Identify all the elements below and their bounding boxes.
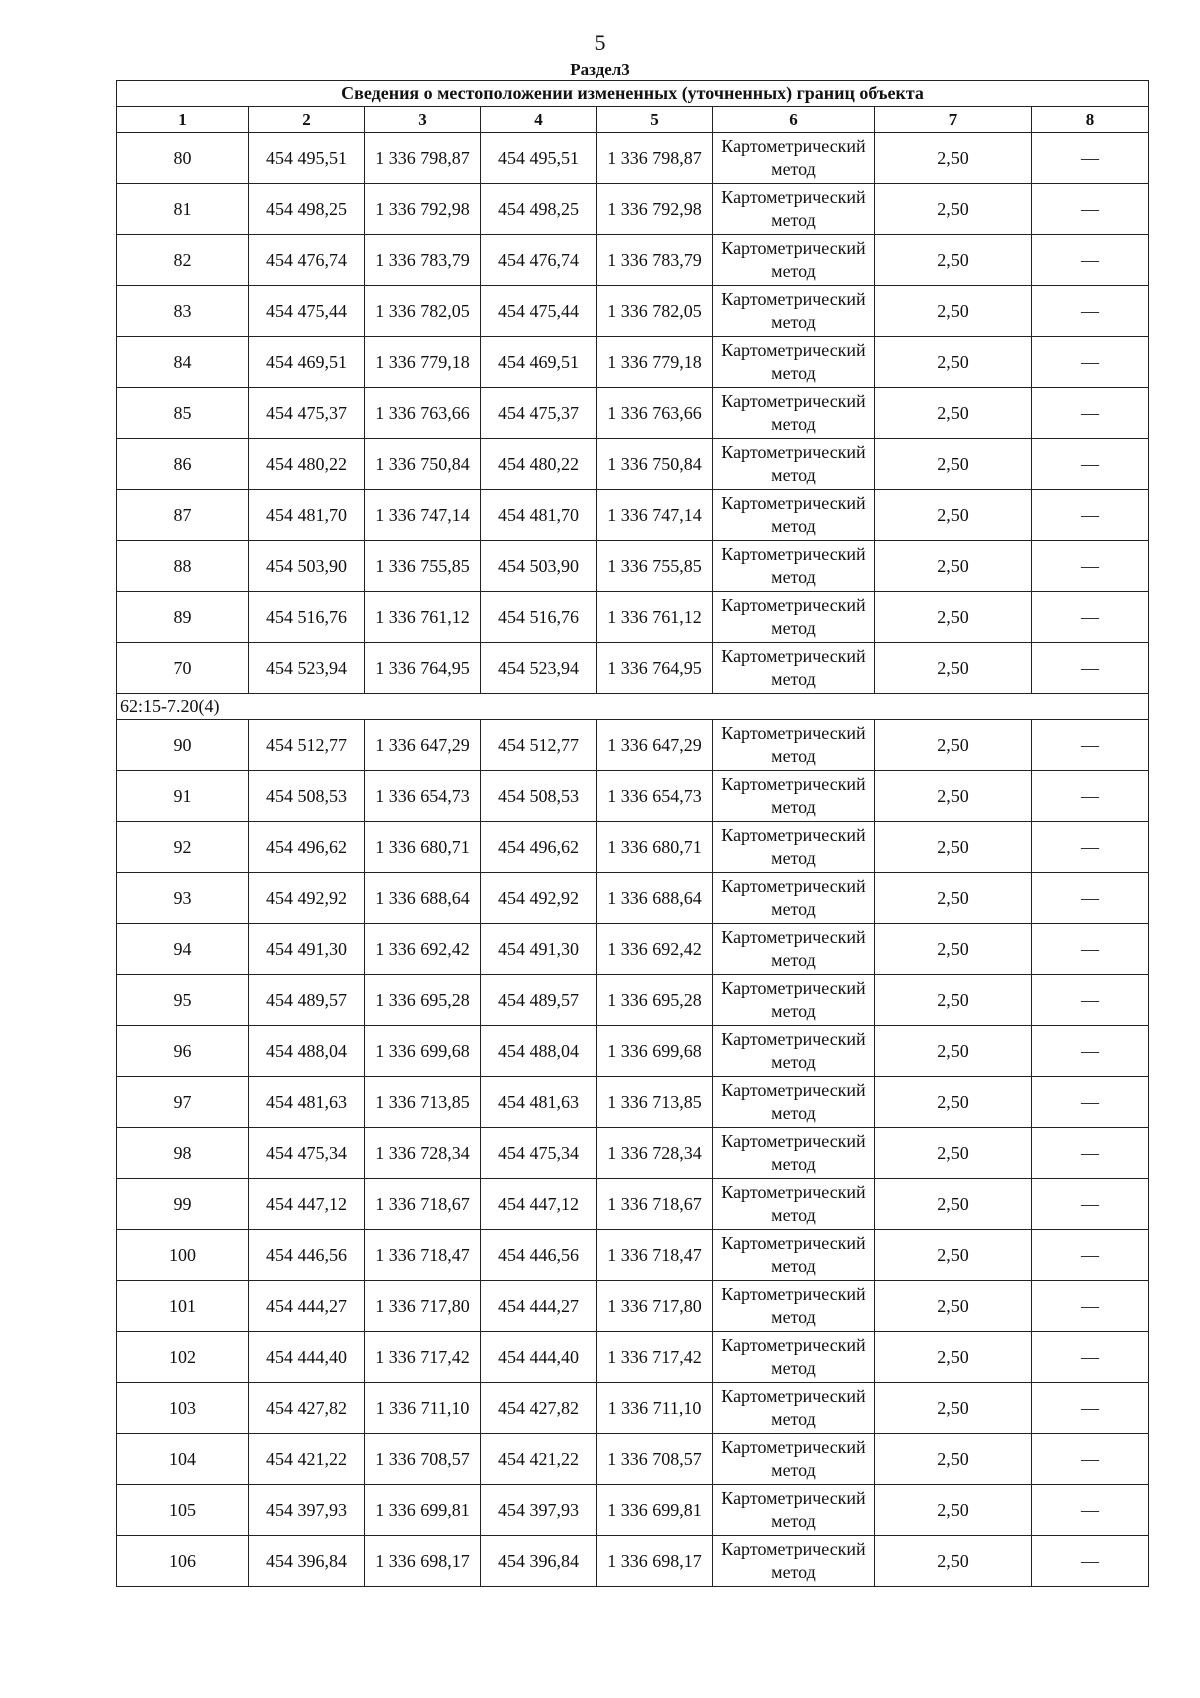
x-refined-cell: 454 421,22: [481, 1434, 597, 1485]
table-row: [117, 592, 1149, 643]
x-existing-cell: 454 475,37: [249, 388, 365, 439]
point-number-cell: 89: [117, 592, 249, 643]
y-existing-cell: 1 336 708,57: [365, 1434, 481, 1485]
point-number-cell: 92: [117, 822, 249, 873]
method-cell: [713, 924, 875, 975]
method-text: Картометрический метод: [721, 825, 866, 868]
description-cell: —: [1032, 1332, 1149, 1383]
method-text: Картометрический метод: [721, 1539, 866, 1582]
accuracy-cell: 2,50: [875, 1434, 1032, 1485]
x-refined-cell: 454 475,37: [481, 388, 597, 439]
point-number-cell: 70: [117, 643, 249, 694]
method-text: Картометрический метод: [721, 340, 866, 383]
table-row: [117, 184, 1149, 235]
point-number-cell: 82: [117, 235, 249, 286]
accuracy-cell: 2,50: [875, 1179, 1032, 1230]
y-refined-cell: 1 336 688,64: [597, 873, 713, 924]
accuracy-cell: 2,50: [875, 490, 1032, 541]
method-text: Картометрический метод: [721, 238, 866, 281]
method-cell: [713, 1383, 875, 1434]
x-refined-cell: 454 481,70: [481, 490, 597, 541]
description-cell: —: [1032, 1434, 1149, 1485]
method-text: Картометрический метод: [721, 1131, 866, 1174]
table-row: [117, 439, 1149, 490]
y-existing-cell: 1 336 713,85: [365, 1077, 481, 1128]
x-existing-cell: 454 469,51: [249, 337, 365, 388]
point-number-cell: 84: [117, 337, 249, 388]
method-cell: [713, 1536, 875, 1587]
y-refined-cell: 1 336 708,57: [597, 1434, 713, 1485]
y-refined-cell: 1 336 699,81: [597, 1485, 713, 1536]
accuracy-cell: 2,50: [875, 975, 1032, 1026]
x-refined-cell: 454 495,51: [481, 133, 597, 184]
method-cell: [713, 337, 875, 388]
method-text: Картометрический метод: [721, 289, 866, 332]
accuracy-cell: 2,50: [875, 1026, 1032, 1077]
x-existing-cell: 454 421,22: [249, 1434, 365, 1485]
point-number-cell: 98: [117, 1128, 249, 1179]
point-number-cell: 83: [117, 286, 249, 337]
column-header: 3: [365, 107, 481, 133]
point-number-cell: 90: [117, 720, 249, 771]
method-text: Картометрический метод: [721, 1284, 866, 1327]
table-row: [117, 490, 1149, 541]
y-refined-cell: 1 336 699,68: [597, 1026, 713, 1077]
y-refined-cell: 1 336 782,05: [597, 286, 713, 337]
x-refined-cell: 454 498,25: [481, 184, 597, 235]
method-text: Картометрический метод: [721, 595, 866, 638]
x-refined-cell: 454 491,30: [481, 924, 597, 975]
y-refined-cell: 1 336 713,85: [597, 1077, 713, 1128]
x-refined-cell: 454 444,27: [481, 1281, 597, 1332]
description-cell: —: [1032, 1230, 1149, 1281]
x-existing-cell: 454 476,74: [249, 235, 365, 286]
method-cell: [713, 133, 875, 184]
method-text: Картометрический метод: [721, 646, 866, 689]
table-row: [117, 1077, 1149, 1128]
point-number-cell: 86: [117, 439, 249, 490]
y-refined-cell: 1 336 717,80: [597, 1281, 713, 1332]
accuracy-cell: 2,50: [875, 1230, 1032, 1281]
point-number-cell: 95: [117, 975, 249, 1026]
description-cell: —: [1032, 1485, 1149, 1536]
description-cell: —: [1032, 184, 1149, 235]
column-header: 8: [1032, 107, 1149, 133]
y-existing-cell: 1 336 688,64: [365, 873, 481, 924]
method-cell: [713, 1026, 875, 1077]
y-refined-cell: 1 336 647,29: [597, 720, 713, 771]
method-cell: [713, 975, 875, 1026]
x-refined-cell: 454 469,51: [481, 337, 597, 388]
y-refined-cell: 1 336 798,87: [597, 133, 713, 184]
method-cell: [713, 643, 875, 694]
accuracy-cell: 2,50: [875, 133, 1032, 184]
y-refined-cell: 1 336 718,67: [597, 1179, 713, 1230]
y-refined-cell: 1 336 764,95: [597, 643, 713, 694]
accuracy-cell: 2,50: [875, 1332, 1032, 1383]
method-cell: [713, 286, 875, 337]
table-row: [117, 286, 1149, 337]
y-refined-cell: 1 336 779,18: [597, 337, 713, 388]
method-cell: [713, 822, 875, 873]
parcel-group-label: 62:15-7.20(4): [117, 694, 1149, 720]
y-refined-cell: 1 336 711,10: [597, 1383, 713, 1434]
accuracy-cell: 2,50: [875, 592, 1032, 643]
description-cell: —: [1032, 643, 1149, 694]
coordinates-table: [116, 80, 1149, 1587]
y-existing-cell: 1 336 761,12: [365, 592, 481, 643]
point-number-cell: 85: [117, 388, 249, 439]
description-cell: —: [1032, 873, 1149, 924]
y-refined-cell: 1 336 747,14: [597, 490, 713, 541]
point-number-cell: 96: [117, 1026, 249, 1077]
point-number-cell: 105: [117, 1485, 249, 1536]
accuracy-cell: 2,50: [875, 1485, 1032, 1536]
description-cell: —: [1032, 1536, 1149, 1587]
y-existing-cell: 1 336 717,42: [365, 1332, 481, 1383]
method-text: Картометрический метод: [721, 723, 866, 766]
point-number-cell: 101: [117, 1281, 249, 1332]
x-existing-cell: 454 475,44: [249, 286, 365, 337]
point-number-cell: 81: [117, 184, 249, 235]
method-cell: [713, 592, 875, 643]
x-existing-cell: 454 512,77: [249, 720, 365, 771]
x-existing-cell: 454 488,04: [249, 1026, 365, 1077]
accuracy-cell: 2,50: [875, 720, 1032, 771]
y-refined-cell: 1 336 761,12: [597, 592, 713, 643]
accuracy-cell: 2,50: [875, 1536, 1032, 1587]
method-text: Картометрический метод: [721, 1182, 866, 1225]
y-existing-cell: 1 336 728,34: [365, 1128, 481, 1179]
accuracy-cell: 2,50: [875, 1281, 1032, 1332]
section-title: Раздел3: [570, 60, 630, 79]
method-text: Картометрический метод: [721, 1335, 866, 1378]
description-cell: —: [1032, 541, 1149, 592]
point-number-cell: 100: [117, 1230, 249, 1281]
y-refined-cell: 1 336 792,98: [597, 184, 713, 235]
method-cell: [713, 184, 875, 235]
x-existing-cell: 454 444,27: [249, 1281, 365, 1332]
column-header: 2: [249, 107, 365, 133]
description-cell: —: [1032, 1179, 1149, 1230]
accuracy-cell: 2,50: [875, 184, 1032, 235]
table-row: [117, 822, 1149, 873]
y-refined-cell: 1 336 783,79: [597, 235, 713, 286]
table-row: [117, 1179, 1149, 1230]
column-header: 4: [481, 107, 597, 133]
column-header-row: [117, 107, 1149, 133]
x-refined-cell: 454 488,04: [481, 1026, 597, 1077]
table-caption: Сведения о местоположении измененных (уточненных) границ объекта: [117, 81, 1149, 107]
x-refined-cell: 454 397,93: [481, 1485, 597, 1536]
x-existing-cell: 454 508,53: [249, 771, 365, 822]
y-existing-cell: 1 336 680,71: [365, 822, 481, 873]
y-existing-cell: 1 336 755,85: [365, 541, 481, 592]
x-existing-cell: 454 396,84: [249, 1536, 365, 1587]
point-number-cell: 97: [117, 1077, 249, 1128]
table-row: [117, 1383, 1149, 1434]
y-existing-cell: 1 336 747,14: [365, 490, 481, 541]
y-existing-cell: 1 336 711,10: [365, 1383, 481, 1434]
x-existing-cell: 454 397,93: [249, 1485, 365, 1536]
method-text: Картометрический метод: [721, 876, 866, 919]
method-text: Картометрический метод: [721, 978, 866, 1021]
accuracy-cell: 2,50: [875, 771, 1032, 822]
description-cell: —: [1032, 490, 1149, 541]
table-row: [117, 873, 1149, 924]
y-refined-cell: 1 336 680,71: [597, 822, 713, 873]
point-number-cell: 99: [117, 1179, 249, 1230]
table-row: [117, 133, 1149, 184]
x-refined-cell: 454 446,56: [481, 1230, 597, 1281]
method-text: Картометрический метод: [721, 774, 866, 817]
y-existing-cell: 1 336 654,73: [365, 771, 481, 822]
method-cell: [713, 771, 875, 822]
accuracy-cell: 2,50: [875, 1128, 1032, 1179]
method-text: Картометрический метод: [721, 493, 866, 536]
description-cell: —: [1032, 975, 1149, 1026]
x-refined-cell: 454 508,53: [481, 771, 597, 822]
x-existing-cell: 454 447,12: [249, 1179, 365, 1230]
table-row: [117, 1536, 1149, 1587]
point-number-cell: 104: [117, 1434, 249, 1485]
group-row: [117, 694, 1149, 720]
x-existing-cell: 454 503,90: [249, 541, 365, 592]
y-existing-cell: 1 336 750,84: [365, 439, 481, 490]
x-refined-cell: 454 512,77: [481, 720, 597, 771]
method-text: Картометрический метод: [721, 1386, 866, 1429]
method-text: Картометрический метод: [721, 136, 866, 179]
x-existing-cell: 454 427,82: [249, 1383, 365, 1434]
x-existing-cell: 454 475,34: [249, 1128, 365, 1179]
x-existing-cell: 454 516,76: [249, 592, 365, 643]
method-cell: [713, 1281, 875, 1332]
method-cell: [713, 1332, 875, 1383]
point-number-cell: 91: [117, 771, 249, 822]
table-row: [117, 975, 1149, 1026]
method-cell: [713, 235, 875, 286]
x-refined-cell: 454 480,22: [481, 439, 597, 490]
table-row: [117, 1128, 1149, 1179]
point-number-cell: 102: [117, 1332, 249, 1383]
method-cell: [713, 720, 875, 771]
table-row: [117, 235, 1149, 286]
x-existing-cell: 454 489,57: [249, 975, 365, 1026]
table-row: [117, 1230, 1149, 1281]
point-number-cell: 87: [117, 490, 249, 541]
description-cell: —: [1032, 1281, 1149, 1332]
page-number: 5: [594, 30, 606, 55]
description-cell: —: [1032, 771, 1149, 822]
method-cell: [713, 1434, 875, 1485]
point-number-cell: 88: [117, 541, 249, 592]
x-refined-cell: 454 447,12: [481, 1179, 597, 1230]
x-existing-cell: 454 523,94: [249, 643, 365, 694]
description-cell: —: [1032, 592, 1149, 643]
accuracy-cell: 2,50: [875, 337, 1032, 388]
table-row: [117, 720, 1149, 771]
description-cell: —: [1032, 924, 1149, 975]
column-header: 7: [875, 107, 1032, 133]
description-cell: —: [1032, 822, 1149, 873]
accuracy-cell: 2,50: [875, 643, 1032, 694]
description-cell: —: [1032, 1026, 1149, 1077]
x-refined-cell: 454 476,74: [481, 235, 597, 286]
y-existing-cell: 1 336 692,42: [365, 924, 481, 975]
x-refined-cell: 454 503,90: [481, 541, 597, 592]
method-cell: [713, 439, 875, 490]
accuracy-cell: 2,50: [875, 1077, 1032, 1128]
x-refined-cell: 454 444,40: [481, 1332, 597, 1383]
method-text: Картометрический метод: [721, 1080, 866, 1123]
method-cell: [713, 1128, 875, 1179]
accuracy-cell: 2,50: [875, 286, 1032, 337]
description-cell: —: [1032, 1383, 1149, 1434]
table-row: [117, 643, 1149, 694]
method-cell: [713, 490, 875, 541]
method-cell: [713, 1230, 875, 1281]
accuracy-cell: 2,50: [875, 541, 1032, 592]
x-refined-cell: 454 396,84: [481, 1536, 597, 1587]
table-row: [117, 337, 1149, 388]
method-text: Картометрический метод: [721, 1233, 866, 1276]
y-refined-cell: 1 336 763,66: [597, 388, 713, 439]
table-body-part2: [117, 720, 1149, 1587]
x-refined-cell: 454 427,82: [481, 1383, 597, 1434]
y-existing-cell: 1 336 647,29: [365, 720, 481, 771]
x-refined-cell: 454 516,76: [481, 592, 597, 643]
table-row: [117, 1434, 1149, 1485]
description-cell: —: [1032, 286, 1149, 337]
method-text: Картометрический метод: [721, 1437, 866, 1480]
y-existing-cell: 1 336 792,98: [365, 184, 481, 235]
x-existing-cell: 454 444,40: [249, 1332, 365, 1383]
table-row: [117, 1485, 1149, 1536]
x-refined-cell: 454 475,44: [481, 286, 597, 337]
x-existing-cell: 454 481,63: [249, 1077, 365, 1128]
y-refined-cell: 1 336 654,73: [597, 771, 713, 822]
table-row: [117, 1026, 1149, 1077]
y-existing-cell: 1 336 763,66: [365, 388, 481, 439]
point-number-cell: 106: [117, 1536, 249, 1587]
column-header: 6: [713, 107, 875, 133]
y-refined-cell: 1 336 728,34: [597, 1128, 713, 1179]
y-refined-cell: 1 336 718,47: [597, 1230, 713, 1281]
x-existing-cell: 454 481,70: [249, 490, 365, 541]
y-existing-cell: 1 336 699,81: [365, 1485, 481, 1536]
x-refined-cell: 454 489,57: [481, 975, 597, 1026]
column-header: 1: [117, 107, 249, 133]
x-refined-cell: 454 496,62: [481, 822, 597, 873]
y-refined-cell: 1 336 692,42: [597, 924, 713, 975]
method-cell: [713, 541, 875, 592]
y-existing-cell: 1 336 698,17: [365, 1536, 481, 1587]
description-cell: —: [1032, 133, 1149, 184]
y-existing-cell: 1 336 782,05: [365, 286, 481, 337]
x-existing-cell: 454 498,25: [249, 184, 365, 235]
accuracy-cell: 2,50: [875, 1383, 1032, 1434]
x-refined-cell: 454 475,34: [481, 1128, 597, 1179]
description-cell: —: [1032, 439, 1149, 490]
table-row: [117, 771, 1149, 822]
accuracy-cell: 2,50: [875, 388, 1032, 439]
accuracy-cell: 2,50: [875, 873, 1032, 924]
x-refined-cell: 454 481,63: [481, 1077, 597, 1128]
method-text: Картометрический метод: [721, 1029, 866, 1072]
y-existing-cell: 1 336 783,79: [365, 235, 481, 286]
y-refined-cell: 1 336 717,42: [597, 1332, 713, 1383]
method-text: Картометрический метод: [721, 927, 866, 970]
method-text: Картометрический метод: [721, 544, 866, 587]
method-text: Картометрический метод: [721, 1488, 866, 1531]
accuracy-cell: 2,50: [875, 235, 1032, 286]
description-cell: —: [1032, 235, 1149, 286]
point-number-cell: 93: [117, 873, 249, 924]
y-existing-cell: 1 336 779,18: [365, 337, 481, 388]
x-existing-cell: 454 496,62: [249, 822, 365, 873]
method-cell: [713, 388, 875, 439]
x-existing-cell: 454 446,56: [249, 1230, 365, 1281]
table-row: [117, 1281, 1149, 1332]
y-existing-cell: 1 336 764,95: [365, 643, 481, 694]
point-number-cell: 103: [117, 1383, 249, 1434]
method-cell: [713, 1077, 875, 1128]
y-existing-cell: 1 336 718,47: [365, 1230, 481, 1281]
table-row: [117, 1332, 1149, 1383]
description-cell: —: [1032, 388, 1149, 439]
point-number-cell: 94: [117, 924, 249, 975]
table-body-part1: [117, 133, 1149, 694]
x-existing-cell: 454 491,30: [249, 924, 365, 975]
y-refined-cell: 1 336 695,28: [597, 975, 713, 1026]
table-row: [117, 924, 1149, 975]
x-existing-cell: 454 492,92: [249, 873, 365, 924]
method-cell: [713, 873, 875, 924]
accuracy-cell: 2,50: [875, 822, 1032, 873]
x-refined-cell: 454 523,94: [481, 643, 597, 694]
method-cell: [713, 1485, 875, 1536]
x-existing-cell: 454 495,51: [249, 133, 365, 184]
description-cell: —: [1032, 337, 1149, 388]
y-existing-cell: 1 336 798,87: [365, 133, 481, 184]
point-number-cell: 80: [117, 133, 249, 184]
accuracy-cell: 2,50: [875, 439, 1032, 490]
method-text: Картометрический метод: [721, 187, 866, 230]
column-header: 5: [597, 107, 713, 133]
table-row: [117, 388, 1149, 439]
description-cell: —: [1032, 1077, 1149, 1128]
accuracy-cell: 2,50: [875, 924, 1032, 975]
y-existing-cell: 1 336 717,80: [365, 1281, 481, 1332]
description-cell: —: [1032, 1128, 1149, 1179]
y-refined-cell: 1 336 755,85: [597, 541, 713, 592]
y-refined-cell: 1 336 750,84: [597, 439, 713, 490]
x-refined-cell: 454 492,92: [481, 873, 597, 924]
method-text: Картометрический метод: [721, 442, 866, 485]
x-existing-cell: 454 480,22: [249, 439, 365, 490]
description-cell: —: [1032, 720, 1149, 771]
method-text: Картометрический метод: [721, 391, 866, 434]
y-existing-cell: 1 336 699,68: [365, 1026, 481, 1077]
method-cell: [713, 1179, 875, 1230]
y-refined-cell: 1 336 698,17: [597, 1536, 713, 1587]
table-row: [117, 541, 1149, 592]
y-existing-cell: 1 336 695,28: [365, 975, 481, 1026]
y-existing-cell: 1 336 718,67: [365, 1179, 481, 1230]
group-row-body: [117, 694, 1149, 720]
